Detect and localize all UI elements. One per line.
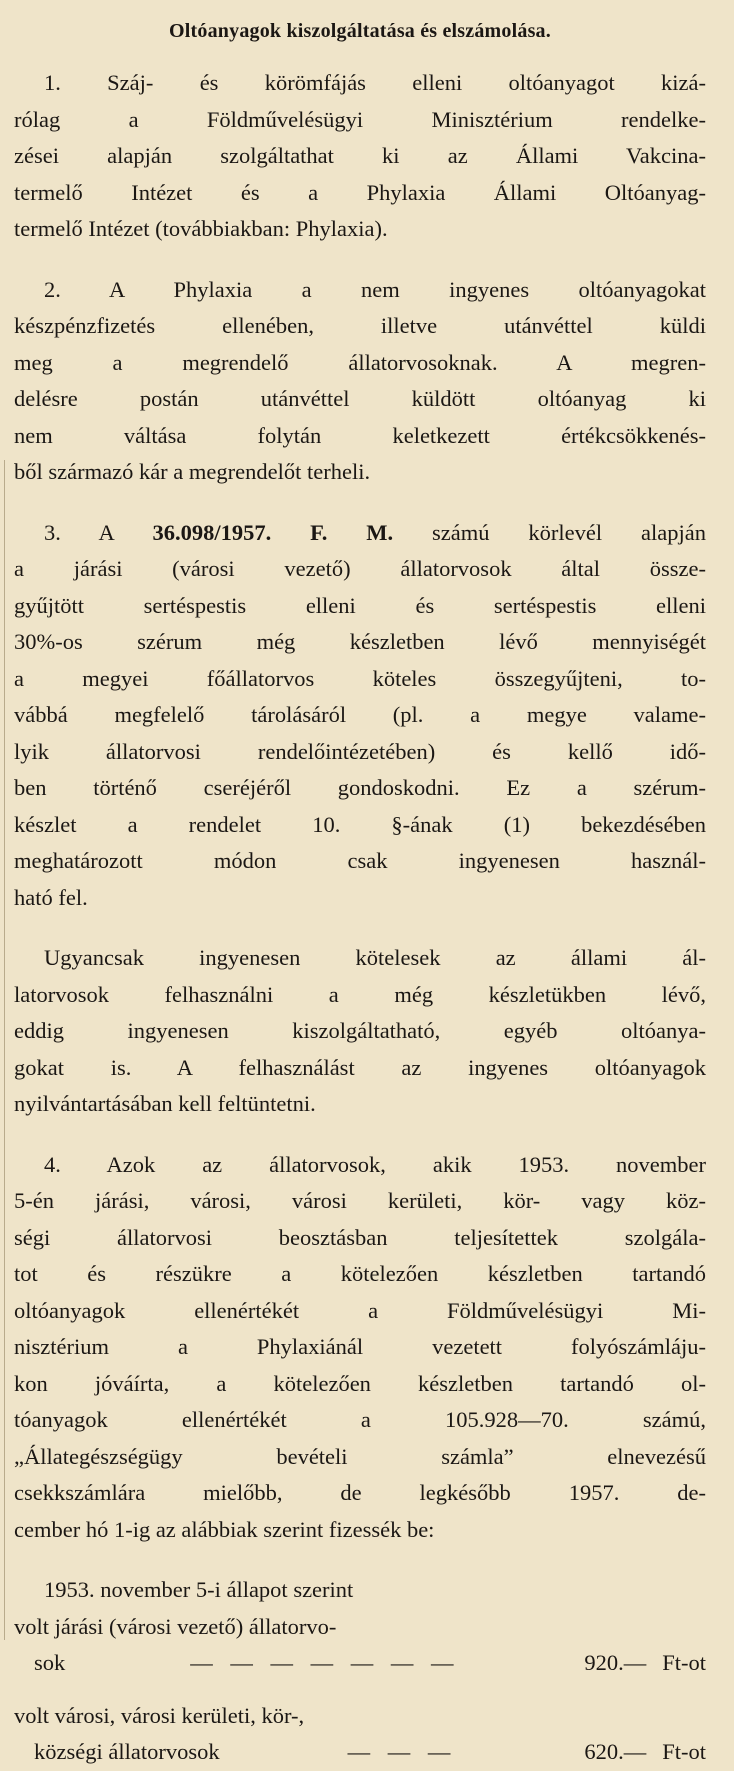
text-line: vábbá megfelelő tárolásáról (pl. a megye valame- (14, 702, 706, 727)
text-line: 1953. november 5-i állapot szerint (44, 1577, 354, 1602)
text-line: 5-én járási, városi, városi kerületi, kör- vagy köz- (14, 1188, 706, 1213)
text-line: 4. Azok az állatorvosok, akik 1953. november (44, 1151, 706, 1177)
text-line: volt városi, városi kerületi, kör-, (14, 1702, 305, 1728)
text-line: gyűjtött sertéspestis elleni és sertéspestis elleni (14, 592, 706, 618)
text-line: nem váltása folytán keletkezett értékcsökkenés- (14, 422, 706, 448)
fee-entry-municipal (14, 1698, 706, 1771)
fee-unit: Ft-ot (662, 1650, 706, 1675)
text-line: ségi állatorvosi beosztásban teljesítettek szolgála- (14, 1224, 706, 1250)
text-line: tot és részükre a kötelezően készletben tartandó (14, 1261, 706, 1286)
text-line: készlet a rendelet 10. §-ának (1) bekezdésében (14, 811, 706, 837)
fee-amount: 920.— (584, 1650, 647, 1675)
text-line: 1. Száj- és körömfájás elleni oltóanyagot kizá- (44, 70, 706, 95)
leader-dashes: — — — (347, 1739, 457, 1764)
text-line: a megyei főállatorvos köteles összegyűjteni, to- (14, 665, 706, 691)
text-line: készpénzfizetés ellenében, illetve utánvéttel küldi (14, 313, 706, 338)
text-line: Ugyancsak ingyenesen kötelesek az állami ál- (44, 945, 706, 970)
text-line: volt járási (városi vezető) állatorvo- (14, 1613, 337, 1639)
text-line: gokat is. A felhasználást az ingyenes oltóanyagok (14, 1054, 706, 1080)
text-line: meg a megrendelő állatorvosoknak. A megren- (14, 349, 706, 375)
text-line: lyik állatorvosi rendelőintézetében) és kellő idő- (14, 738, 706, 764)
text-line: kon jóváírta, a kötelezően készletben tartandó ol- (14, 1370, 706, 1396)
text-line: ben történő cseréjéről gondoskodni. Ez a szérum- (14, 775, 706, 800)
text-line (14, 515, 706, 552)
text-line: cember hó 1-ig az alábbiak szerint fizessék be: (14, 1516, 435, 1542)
text-line: 2. A Phylaxia a nem ingyenes oltóanyagokat (44, 276, 706, 302)
fee-unit: Ft-ot (662, 1739, 706, 1764)
text-line: ható fel. (14, 884, 88, 910)
text-line: 30%-os szérum még készletben lévő mennyiségét (14, 629, 706, 654)
text-line: zései alapján szolgáltathat ki az Állami Vakcina- (14, 143, 706, 168)
text-fragment: 3. A (44, 519, 153, 545)
text-line: rólag a Földművelésügyi Minisztérium rendelke- (14, 106, 706, 132)
document-heading: Oltóanyagok kiszolgáltatása és elszámolása. (169, 20, 551, 42)
fee-label: sok (34, 1650, 66, 1675)
text-line: delésre postán utánvéttel küldött oltóanyag ki (14, 386, 706, 411)
text-line: latorvosok felhasználni a még készletükben lévő, (14, 981, 706, 1007)
decree-reference: 36.098/1957. F. M. (152, 519, 394, 545)
paragraph-4 (14, 940, 706, 1123)
text-line: nisztérium a Phylaxiánál vezetett folyószámláju- (14, 1334, 706, 1359)
fee-entry-district (14, 1572, 706, 1682)
text-line: termelő Intézet és a Phylaxia Állami Oltóanyag- (14, 179, 706, 205)
text-line: meghatározott módon csak ingyenesen használ- (14, 848, 706, 873)
text-line: tóanyagok ellenértékét a 105.928—70. számú, (14, 1407, 706, 1432)
fee-label: községi állatorvosok (34, 1739, 220, 1764)
paragraph-2 (14, 272, 706, 491)
leader-dashes: — — — — — — — (190, 1650, 460, 1675)
paragraph-5 (14, 1147, 706, 1549)
paragraph-1 (14, 65, 706, 248)
text-line: a járási (városi vezető) állatorvosok által össze- (14, 556, 706, 581)
text-fragment: számú körlevél alapján (393, 519, 706, 545)
margin-rule (4, 460, 5, 1640)
text-line: ből származó kár a megrendelőt terheli. (14, 459, 371, 484)
text-line: „Állategészségügy bevételi számla” elnevezésű (14, 1443, 706, 1469)
fee-amount-row (14, 1734, 706, 1771)
fee-amount-row (14, 1645, 706, 1682)
paragraph-3 (14, 515, 706, 917)
text-line: oltóanyagok ellenértékét a Földművelésügyi Mi- (14, 1297, 706, 1323)
text-line: nyilvántartásában kell feltüntetni. (14, 1091, 316, 1116)
text-line: csekkszámlára mielőbb, de legkésőbb 1957. de- (14, 1480, 706, 1505)
text-line: eddig ingyenesen kiszolgáltatható, egyéb oltóanya- (14, 1018, 706, 1043)
fee-amount: 620.— (584, 1739, 647, 1764)
text-line: termelő Intézet (továbbiakban: Phylaxia). (14, 216, 388, 241)
